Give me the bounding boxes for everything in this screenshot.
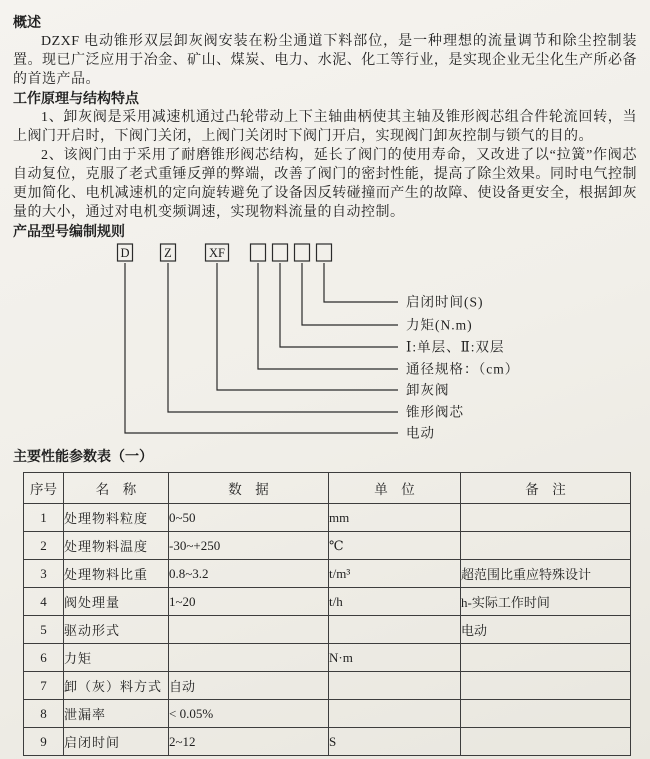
table-cell: 力矩 xyxy=(64,644,169,672)
table-cell: 处理物料温度 xyxy=(64,532,169,560)
table-cell xyxy=(169,644,329,672)
principle-paragraph-2: 2、该阀门由于采用了耐磨锥形阀芯结构，延长了阀门的使用寿命，又改进了以“拉簧”作阀芯自动复位，克服了老式重锤反弹的弊端，改善了阀门的密封性能，提高了除尘效果。同时电气控制更加简化、电机减速机的定向旋转避免了设备因反转碰撞而产生的故障、使设备更安全，根据卸灰量的大小，通过对电机变频调速，实现物料流量的自动控制。 xyxy=(13,148,637,220)
table-cell xyxy=(461,644,631,672)
overview-heading: 概述 xyxy=(13,14,41,30)
model-code-branch-line xyxy=(280,263,398,347)
table-cell: t/m³ xyxy=(329,560,461,588)
table-header-cell: 单 位 xyxy=(329,473,461,504)
table-header-cell: 序号 xyxy=(24,473,64,504)
table-cell: 阀处理量 xyxy=(64,588,169,616)
model-code-letter: D xyxy=(120,246,130,260)
table-cell: S xyxy=(329,728,461,756)
table-row xyxy=(24,560,631,588)
model-code-label: 通径规格：（cm） xyxy=(406,361,520,377)
table-cell xyxy=(461,532,631,560)
table-cell: 泄漏率 xyxy=(64,700,169,728)
table-header-cell: 数 据 xyxy=(169,473,329,504)
table-cell xyxy=(329,616,461,644)
model-code-box xyxy=(317,244,332,261)
model-code-branch-line xyxy=(217,263,398,390)
model-code-box xyxy=(295,244,310,261)
table-cell: 自动 xyxy=(169,672,329,700)
table-cell xyxy=(329,700,461,728)
table-cell: 0.8~3.2 xyxy=(169,560,329,588)
performance-params-table xyxy=(23,472,631,756)
table-cell: 1 xyxy=(24,504,64,532)
model-code-label: 启闭时间(S) xyxy=(406,294,484,310)
table-row xyxy=(24,616,631,644)
model-code-branch-line xyxy=(302,263,398,325)
table-cell: ℃ xyxy=(329,532,461,560)
table-cell: 超范围比重应特殊设计 xyxy=(461,560,631,588)
table-cell: N·m xyxy=(329,644,461,672)
table-cell: h-实际工作时间 xyxy=(461,588,631,616)
table-cell: mm xyxy=(329,504,461,532)
model-code-branch-line xyxy=(258,263,398,369)
table-cell: 驱动形式 xyxy=(64,616,169,644)
table-cell: 4 xyxy=(24,588,64,616)
principle-paragraph-1: 1、卸灰阀是采用减速机通过凸轮带动上下主轴曲柄使其主轴及锥形阀芯组合件轮流回转，当上阀门开启时，下阀门关闭，上阀门关闭时下阀门开启，实现阀门卸灰控制与锁气的目的。 xyxy=(13,110,637,144)
table-cell: 卸（灰）料方式 xyxy=(64,672,169,700)
table-row xyxy=(24,532,631,560)
table-cell: < 0.05% xyxy=(169,700,329,728)
table-cell xyxy=(329,672,461,700)
table-cell: 1~20 xyxy=(169,588,329,616)
table-cell: 启闭时间 xyxy=(64,728,169,756)
table-header-cell: 名 称 xyxy=(64,473,169,504)
table-cell xyxy=(461,672,631,700)
model-rule-heading: 产品型号编制规则 xyxy=(13,223,125,239)
table-cell: 电动 xyxy=(461,616,631,644)
table-row xyxy=(24,588,631,616)
table-cell: 7 xyxy=(24,672,64,700)
model-code-label: Ⅰ:单层、Ⅱ:双层 xyxy=(406,339,505,355)
table-cell xyxy=(461,700,631,728)
table-cell xyxy=(461,504,631,532)
table-cell: 0~50 xyxy=(169,504,329,532)
table-cell: 2~12 xyxy=(169,728,329,756)
table-cell: 5 xyxy=(24,616,64,644)
table-cell: 9 xyxy=(24,728,64,756)
table-header-cell: 备 注 xyxy=(461,473,631,504)
model-code-letter: XF xyxy=(209,246,225,260)
model-code-branch-line xyxy=(125,263,398,433)
model-code-label: 锥形阀芯 xyxy=(406,404,464,420)
table-cell: 3 xyxy=(24,560,64,588)
model-code-box xyxy=(273,244,288,261)
table-body xyxy=(24,504,631,756)
principle-heading: 工作原理与结构特点 xyxy=(13,90,139,106)
params-table-title: 主要性能参数表（一） xyxy=(13,448,153,464)
model-code-letter: Z xyxy=(164,246,172,260)
table-row xyxy=(24,700,631,728)
table-cell: 8 xyxy=(24,700,64,728)
table-cell xyxy=(461,728,631,756)
table-cell: t/h xyxy=(329,588,461,616)
table-row xyxy=(24,672,631,700)
table-header-row xyxy=(24,473,631,504)
model-code-branch-line xyxy=(324,263,398,302)
model-code-label: 电动 xyxy=(406,425,435,441)
table-row xyxy=(24,644,631,672)
table-cell: -30~+250 xyxy=(169,532,329,560)
table-cell xyxy=(169,616,329,644)
model-code-label: 卸灰阀 xyxy=(406,382,450,398)
model-code-diagram xyxy=(13,241,650,444)
model-code-label: 力矩(N.m) xyxy=(406,317,473,333)
table-row xyxy=(24,504,631,532)
table-cell: 2 xyxy=(24,532,64,560)
model-code-box xyxy=(251,244,266,261)
table-cell: 6 xyxy=(24,644,64,672)
table-cell: 处理物料比重 xyxy=(64,560,169,588)
overview-paragraph: DZXF 电动锥形双层卸灰阀安装在粉尘通道下料部位，是一种理想的流量调节和除尘控制装置。现已广泛应用于冶金、矿山、煤炭、电力、水泥、化工等行业，是实现企业无尘化生产所必备的首选产品。 xyxy=(13,34,637,87)
table-row xyxy=(24,728,631,756)
table-cell: 处理物料粒度 xyxy=(64,504,169,532)
table-header-row xyxy=(24,473,631,504)
